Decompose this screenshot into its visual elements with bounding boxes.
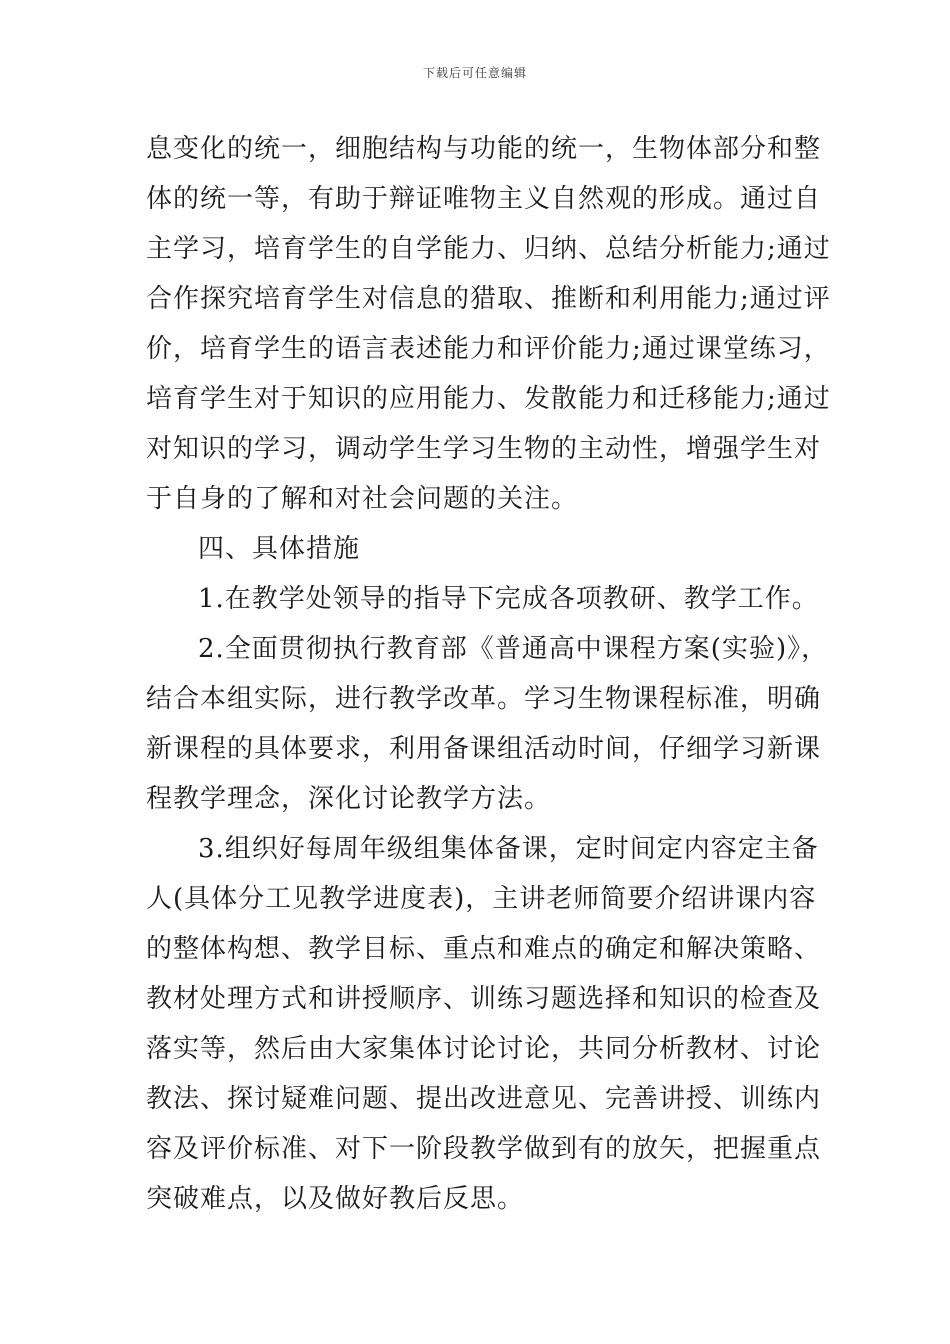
text-line: 突破难点，以及做好教后反思。 [146, 1184, 525, 1214]
text-line: 3.组织好每周年级组集体备课，定时间定内容定主备 [198, 834, 819, 864]
text-line: 容及评价标准、对下一阶段教学做到有的放矢，把握重点 [146, 1134, 822, 1164]
text-line: 程教学理念，深化讨论教学方法。 [146, 784, 552, 814]
paragraph-p1 [146, 124, 831, 524]
text-line: 教材处理方式和讲授顺序、训练习题选择和知识的检查及 [146, 984, 822, 1014]
text-line: 落实等，然后由大家集体讨论讨论，共同分析教材、讨论 [146, 1034, 822, 1064]
text-line: 息变化的统一，细胞结构与功能的统一，生物体部分和整 [146, 134, 822, 164]
document-body [146, 124, 831, 1224]
text-line: 于自身的了解和对社会问题的关注。 [146, 484, 579, 514]
paragraph-p3 [146, 574, 818, 624]
text-line: 体的统一等，有助于辩证唯物主义自然观的形成。通过自 [146, 184, 822, 214]
text-line: 2.全面贯彻执行教育部《普通高中课程方案(实验)》， [198, 634, 829, 664]
text-line: 四、具体措施 [198, 534, 361, 564]
text-line: 培育学生对于知识的应用能力、发散能力和迁移能力;通过 [146, 384, 831, 414]
paragraph-p4 [146, 624, 829, 824]
text-line: 人(具体分工见教学进度表)，主讲老师简要介绍讲课内容 [146, 884, 817, 914]
text-line: 的整体构想、教学目标、重点和难点的确定和解决策略、 [146, 934, 822, 964]
paragraph-p2 [146, 524, 818, 574]
page-header: 下载后可任意编辑 [422, 66, 527, 80]
paragraph-p5 [146, 824, 822, 1224]
text-line: 教法、探讨疑难问题、提出改进意见、完善讲授、训练内 [146, 1084, 822, 1114]
text-line: 主学习，培育学生的自学能力、归纳、总结分析能力;通过 [146, 234, 831, 264]
text-line: 1.在教学处领导的指导下完成各项教研、教学工作。 [198, 584, 819, 614]
text-line: 价，培育学生的语言表述能力和评价能力;通过课堂练习， [146, 334, 831, 364]
text-line: 对知识的学习，调动学生学习生物的主动性，增强学生对 [146, 434, 822, 464]
text-line: 新课程的具体要求，利用备课组活动时间，仔细学习新课 [146, 734, 822, 764]
text-line: 结合本组实际，进行教学改革。学习生物课程标准，明确 [146, 684, 822, 714]
text-line: 合作探究培育学生对信息的猎取、推断和利用能力;通过评 [146, 284, 831, 314]
